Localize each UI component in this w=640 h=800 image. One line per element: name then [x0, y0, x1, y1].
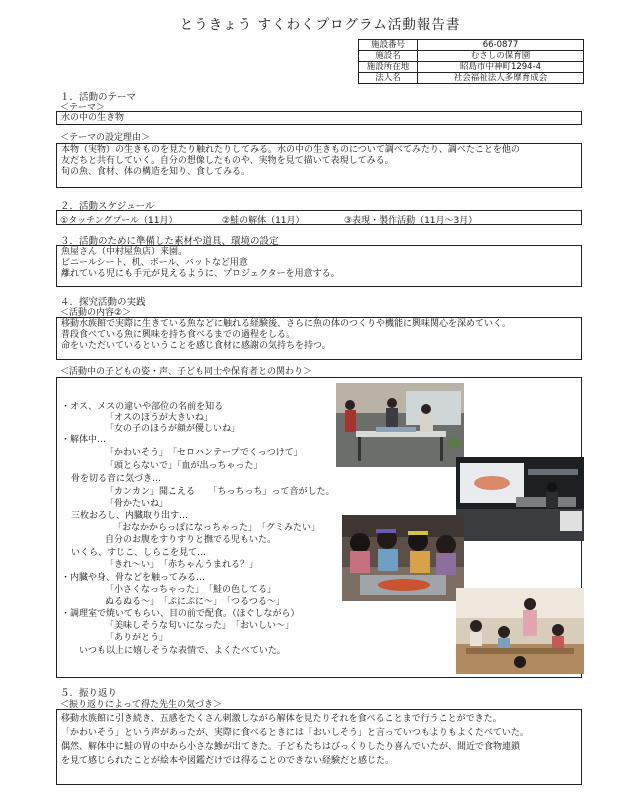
info-value: 66-0877	[418, 40, 584, 51]
kids-line: ・オス、メスの違いや部位の名前を知る	[61, 402, 224, 412]
table-row	[359, 40, 584, 51]
section4-heading: ４．探究活動の実践	[60, 297, 146, 308]
photo-children-eating	[456, 588, 584, 674]
table-row	[359, 51, 584, 62]
content-line: 移動水族館で実際に生きている魚などに触れる経験後、さらに魚の体のつくりや機能に興味関心を深めていく。	[61, 319, 511, 329]
reflection-line: 「かわいそう」という声があったが、実際に食べるときには「おいしそう」と言っていつもよりもよくたべていた。	[61, 728, 529, 738]
content-box	[56, 317, 582, 360]
table-row	[359, 73, 584, 84]
reason-line: 友だちと共有していく。自分の想像したものや、実物を見て描いて表現してみる。	[61, 156, 394, 166]
theme-label: ＜テーマ＞	[60, 103, 106, 113]
reflection-line: 偶然、解体中に鮭の胃の中から小さな鯵が出てきた。子どもたちはびっくりしたり喜んでいたが、間近で食物連鎖	[61, 742, 521, 752]
kids-line: 「骨かたいね」	[105, 499, 169, 509]
facility-info-table	[358, 39, 584, 84]
kids-line: 「オスのほうが大きいね」	[105, 413, 213, 423]
reflection-line: 移動水族館に引き続き、五感をたくさん刺激しながら解体を見たりそれを食べることまで行うことができた。	[61, 714, 502, 724]
info-key: 施設番号	[359, 40, 418, 51]
info-key: 施設所在地	[359, 62, 418, 73]
theme-text: 水の中の生き物	[61, 113, 125, 123]
kids-line: 自分のお腹をすりすりと撫でる児もいた。	[105, 535, 277, 545]
info-key: 法人名	[359, 73, 418, 84]
reason-line: 旬の魚、食材、体の構造を知り、食してみる。	[61, 167, 251, 177]
kids-line: 「かわいそう」 「セロハンテープでくっつけて」	[105, 448, 303, 458]
kids-line: ・解体中…	[61, 435, 107, 445]
section5-heading: ５．振り返り	[60, 688, 118, 699]
reflection-label: ＜振り返りによって得た先生の気づき＞	[60, 700, 223, 710]
content-line: 命をいただいているということを感じ食材に感謝の気持ちを持つ。	[61, 341, 331, 351]
table-row	[359, 62, 584, 73]
page-title: とうきょう すくわくプログラム活動報告書	[179, 17, 461, 33]
section3-heading: ３．活動のために準備した素材や道具、環境の設定	[60, 236, 279, 247]
materials-box	[56, 245, 582, 287]
reason-line: 本物（実物）の生きものを見たり触れたりしてみる。水の中の生きものについて調べてみたり、調べたことを他の	[61, 145, 520, 155]
reflection-line: を見て感じられたことが絵本や図鑑だけでは得ることのできない経験だと感じた。	[61, 756, 395, 766]
theme-box	[56, 111, 582, 125]
info-value: むさしの保育園	[418, 51, 584, 62]
kids-line: 「きれ～い」 「赤ちゃんうまれる？」	[105, 560, 259, 570]
kids-line: いくら、すじこ、しらこを見て…	[71, 548, 207, 558]
content-line: 普段食べている魚に興味を持ち食べるまでの過程をしる。	[61, 330, 296, 340]
kids-line: 「小さくなっちゃった」 「鮭の色してる」	[105, 585, 277, 595]
kids-line: 三枚おろし、内臓取り出す…	[71, 511, 189, 521]
materials-line: 魚屋さん（中村屋魚店）来園。	[61, 247, 188, 257]
schedule-item: ③表現・製作活動（11月～3月）	[344, 216, 478, 226]
info-key: 施設名	[359, 51, 418, 62]
kids-label: ＜活動中の子どもの姿・声、子ども同士や保育者との関わり＞	[60, 367, 313, 377]
kids-line: ・内臓や身、骨などを触ってみる…	[61, 573, 206, 583]
kids-line: ・調理室で焼いてもらい、目の前で配食。（ほぐしながら）	[61, 609, 300, 619]
schedule-item: ②鮭の解体（11月）	[222, 216, 305, 226]
materials-line: 離れている児にも手元が見えるように、プロジェクターを用意する。	[61, 269, 340, 279]
kids-line: 「カンカン」聞こえる 「ちっちっち」って音がした。	[105, 487, 335, 497]
info-value: 社会福祉法人多摩育成会	[418, 73, 584, 84]
info-value: 昭島市中神町1294-4	[418, 62, 584, 73]
kids-line: 「美味しそうな匂いになった」 「おいしい～」	[105, 621, 295, 631]
kids-line: 「ありがとう」	[105, 633, 169, 643]
section2-heading: ２．活動スケジュール	[60, 201, 155, 212]
kids-line: 「おなかからっぽになっちゃった」 「グミみたい」	[113, 523, 321, 533]
photo-projector-screen	[456, 457, 584, 541]
photo-children-touching-fish	[342, 515, 464, 601]
content-label: ＜活動の内容②＞	[60, 308, 132, 318]
kids-line: いつも以上に嬉しそうな表情で、よくたべていた。	[79, 646, 286, 656]
reason-label: ＜テーマの設定理由＞	[60, 133, 151, 143]
reflection-box	[56, 709, 582, 785]
photo-fish-shop-visit	[336, 383, 464, 467]
kids-line: ぬるぬる～」 「ぷにぷに～」 「つるつる～」	[105, 597, 285, 607]
section1-heading: １．活動のテーマ	[60, 92, 137, 103]
reason-box	[56, 143, 582, 188]
kids-line: 「女の子のほうが顔が優しいね」	[105, 424, 241, 434]
schedule-item: ①タッチングプール（11月）	[60, 216, 178, 226]
kids-line: 骨を切る音に気づき…	[71, 474, 162, 484]
materials-line: ビニールシート、机、ボール、バットなど用意	[61, 258, 248, 268]
kids-line: 「頭とらないで」「血が出っちゃった」	[105, 461, 263, 471]
